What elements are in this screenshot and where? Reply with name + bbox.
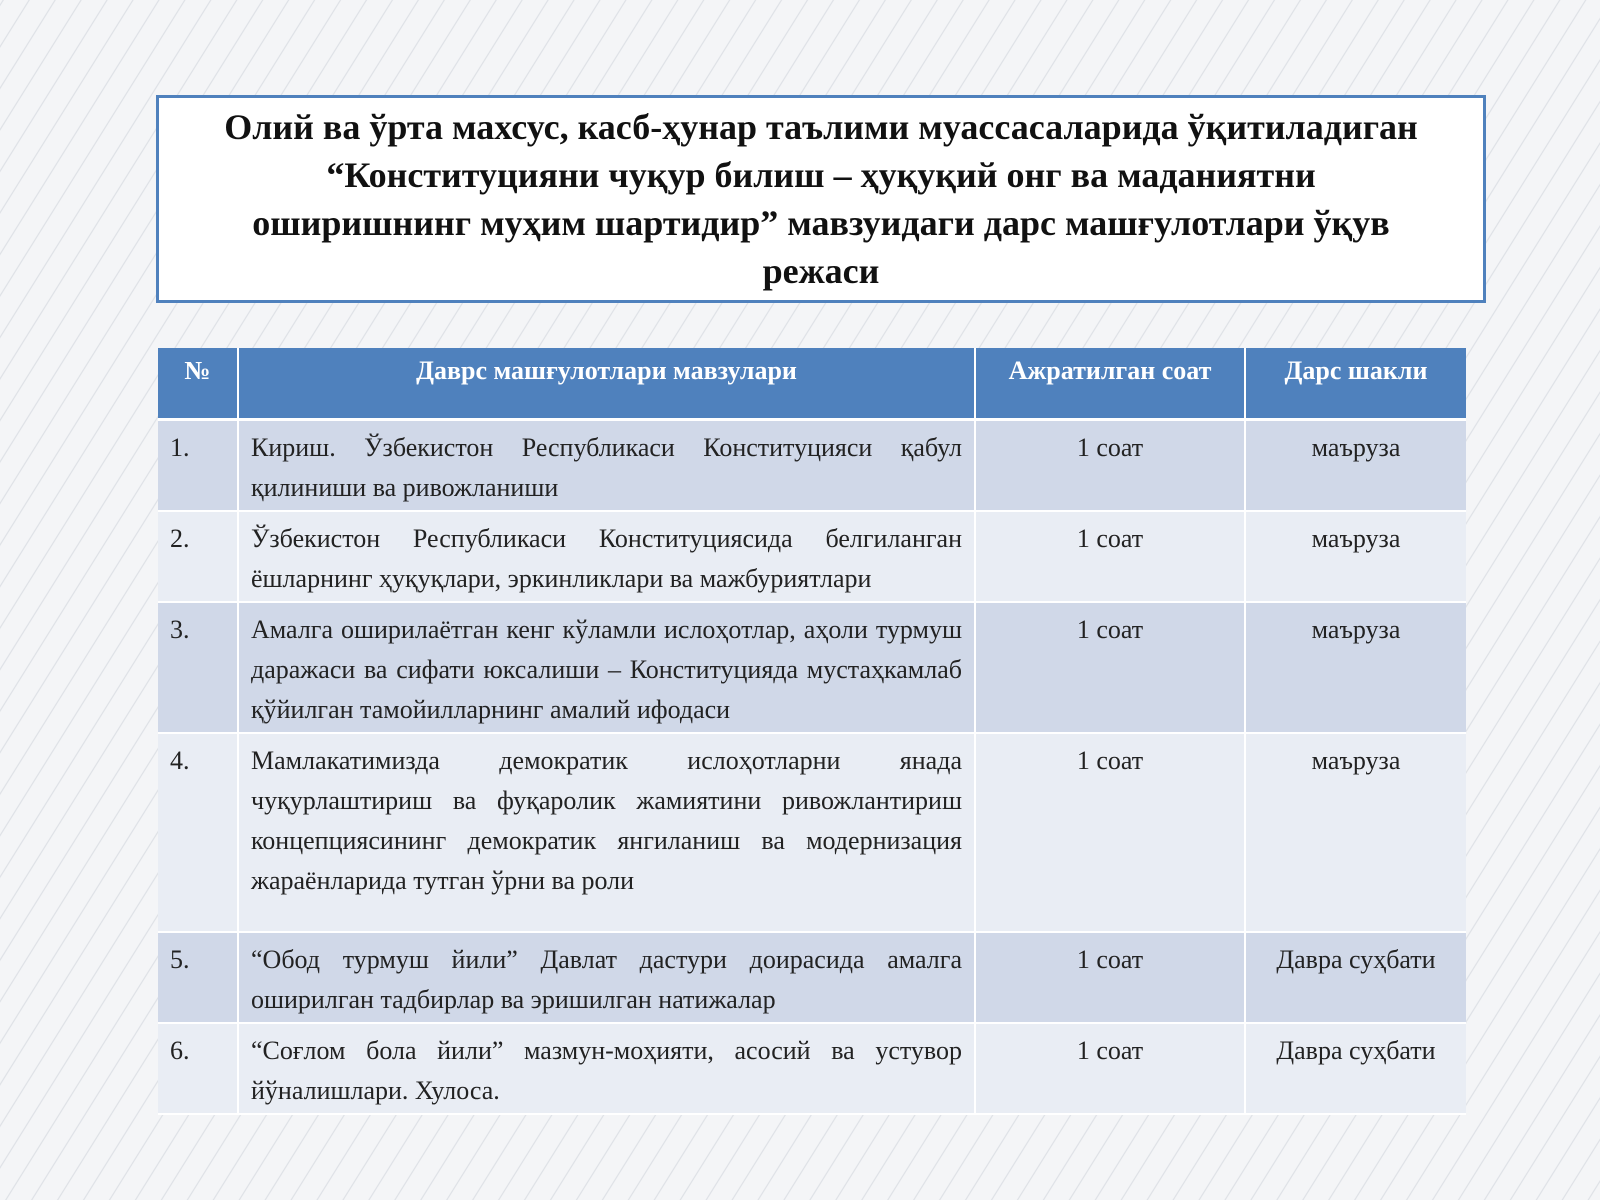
row-number: 6. bbox=[158, 1023, 238, 1114]
table-row bbox=[158, 511, 1466, 602]
lesson-plan-table bbox=[158, 348, 1466, 1115]
table-row bbox=[158, 932, 1466, 1023]
row-hours: 1 соат bbox=[975, 1023, 1245, 1114]
row-hours: 1 соат bbox=[975, 420, 1245, 512]
table-row bbox=[158, 1023, 1466, 1114]
title-box bbox=[156, 95, 1486, 303]
row-hours: 1 соат bbox=[975, 932, 1245, 1023]
row-topic: Амалга оширилаётган кенг кўламли ислоҳотлар, аҳоли турмуш даражаси ва сифати юксалиши – Конституцияда мустаҳкамлаб қўйилган тамойилларнинг амалий ифодаси bbox=[238, 602, 975, 733]
row-hours: 1 соат bbox=[975, 733, 1245, 932]
row-form: Давра суҳбати bbox=[1245, 1023, 1466, 1114]
row-form: маъруза bbox=[1245, 511, 1466, 602]
row-topic: “Обод турмуш йили” Давлат дастури доирасида амалга оширилган тадбирлар ва эришилган натижалар bbox=[238, 932, 975, 1023]
table-row bbox=[158, 420, 1466, 512]
header-number: № bbox=[158, 348, 238, 420]
header-topic: Даврс машғулотлари мавзулари bbox=[238, 348, 975, 420]
row-topic: Ўзбекистон Республикаси Конституциясида белгиланган ёшларнинг ҳуқуқлари, эркинликлари ва мажбуриятлари bbox=[238, 511, 975, 602]
header-form: Дарс шакли bbox=[1245, 348, 1466, 420]
row-number: 3. bbox=[158, 602, 238, 733]
table-header-row bbox=[158, 348, 1466, 420]
row-form: маъруза bbox=[1245, 733, 1466, 932]
row-number: 4. bbox=[158, 733, 238, 932]
row-number: 1. bbox=[158, 420, 238, 512]
row-topic: “Соғлом бола йили” мазмун-моҳияти, асосий ва устувор йўналишлари. Хулоса. bbox=[238, 1023, 975, 1114]
table-row bbox=[158, 733, 1466, 932]
row-hours: 1 соат bbox=[975, 511, 1245, 602]
table-row bbox=[158, 602, 1466, 733]
header-hours: Ажратилган соат bbox=[975, 348, 1245, 420]
row-number: 5. bbox=[158, 932, 238, 1023]
row-number: 2. bbox=[158, 511, 238, 602]
page-title: Олий ва ўрта махсус, касб-ҳунар таълими муассасаларида ўқитиладиган “Конституцияни чуқур билиш – ҳуқуқий онг ва маданиятни оширишнинг муҳим шартидир” мавзуидаги дарс машғулотлари ўқув режаси bbox=[224, 107, 1418, 291]
row-form: маъруза bbox=[1245, 602, 1466, 733]
row-form: Давра суҳбати bbox=[1245, 932, 1466, 1023]
row-topic: Мамлакатимизда демократик ислоҳотларни янада чуқурлаштириш ва фуқаролик жамиятини ривожлантириш концепциясининг демократик янгиланиш ва модернизация жараёнларида тутган ўрни ва роли bbox=[238, 733, 975, 932]
row-form: маъруза bbox=[1245, 420, 1466, 512]
row-topic: Кириш. Ўзбекистон Республикаси Конституцияси қабул қилиниши ва ривожланиши bbox=[238, 420, 975, 512]
row-hours: 1 соат bbox=[975, 602, 1245, 733]
